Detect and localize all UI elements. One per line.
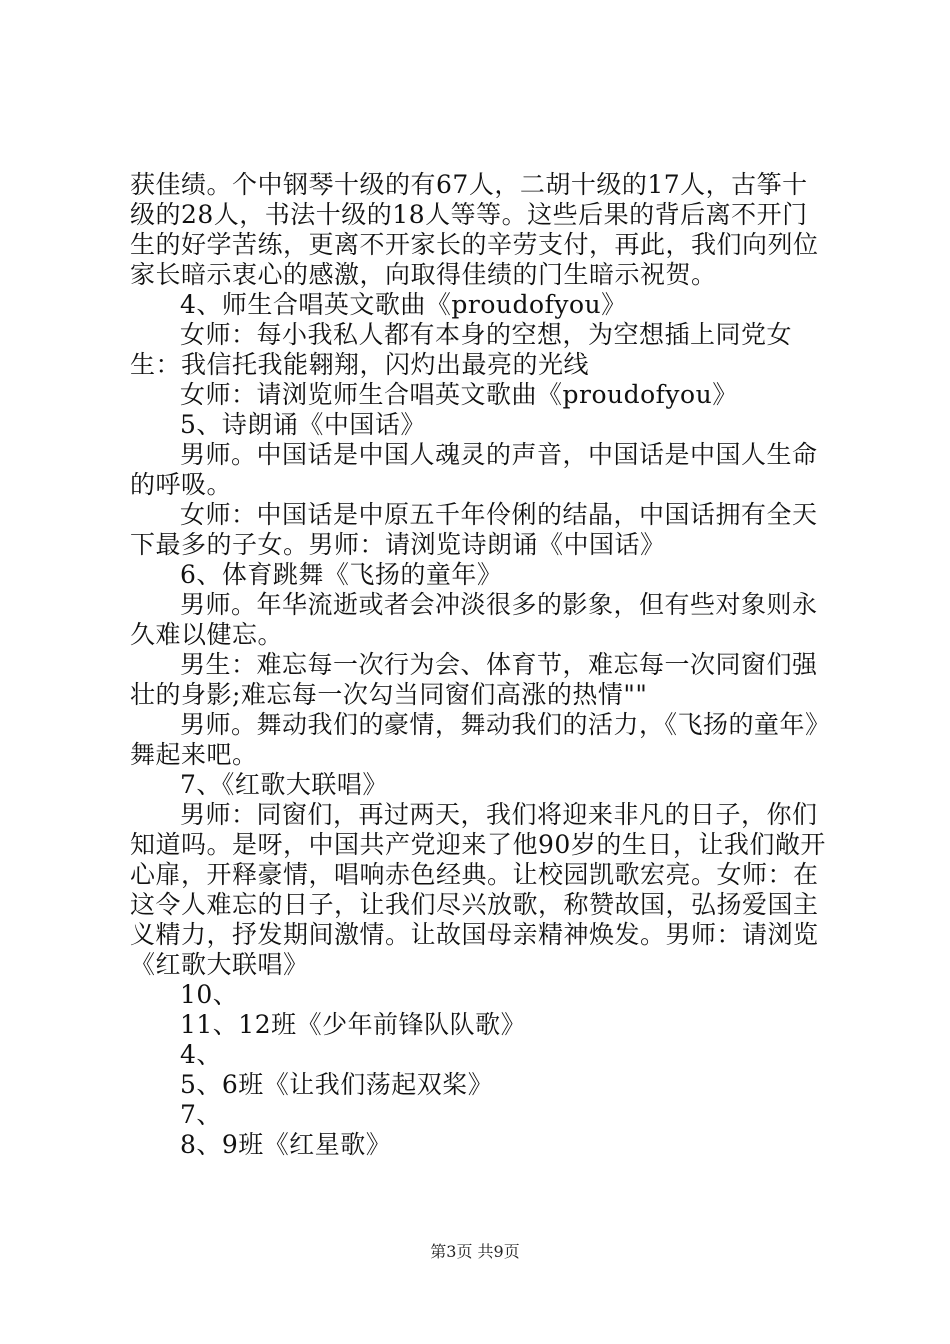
dialogue-line: 男师。中国话是中国人魂灵的声音，中国话是中国人生命的呼吸。 [130, 440, 818, 499]
dialogue-line: 男师：同窗们，再过两天，我们将迎来非凡的日子，你们知道吗。是呀，中国共产党迎来了他90岁的生日，让我们敞开心扉，开释豪情，唱响赤色经典。让校园凯歌宏亮。女师：在这令人难忘的日子，让我们尽兴放歌，称赞故国，弘扬爱国主义精力，抒发期间激情。让故国母亲精神焕发。男师：请浏览《红歌大联唱》 [130, 800, 826, 979]
paragraph-continuation: 获佳绩。个中钢琴十级的有67人，二胡十级的17人，古筝十级的28人，书法十级的18人等等。这些后果的背后离不开门生的好学苦练，更离不开家长的辛劳支付，再此，我们向列位家长暗示衷心的感激，向取得佳绩的门生暗示祝贺。 [130, 170, 819, 289]
page-number-footer: 第3页 共9页 [430, 1242, 520, 1261]
program-item-heading: 4、师生合唱英文歌曲《proudofyou》 [180, 290, 627, 319]
program-item-heading: 5、诗朗诵《中国话》 [180, 410, 426, 439]
list-item: 7、 [180, 1100, 222, 1129]
dialogue-line: 男师。舞动我们的豪情，舞动我们的活力，《飞扬的童年》舞起来吧。 [130, 710, 819, 769]
dialogue-line: 男师。年华流逝或者会冲淡很多的影象，但有些对象则永久难以健忘。 [130, 590, 818, 649]
dialogue-line: 女师：每小我私人都有本身的空想，为空想插上同党女生：我信托我能翱翔，闪灼出最亮的光线 [130, 320, 793, 379]
document-body [130, 170, 830, 1160]
list-item: 4、 [180, 1040, 222, 1069]
dialogue-line: 女师：请浏览师生合唱英文歌曲《proudofyou》 [180, 380, 738, 409]
dialogue-line: 男生：难忘每一次行为会、体育节，难忘每一次同窗们强壮的身影;难忘每一次勾当同窗们高涨的热情"" [130, 650, 818, 709]
list-item: 5、6班《让我们荡起双桨》 [180, 1070, 494, 1099]
list-item: 8、9班《红星歌》 [180, 1130, 392, 1159]
program-item-heading: 7、《红歌大联唱》 [180, 770, 388, 799]
dialogue-line: 女师：中国话是中原五千年伶俐的结晶，中国话拥有全天下最多的子女。男师：请浏览诗朗诵《中国话》 [130, 500, 818, 559]
program-item-heading: 6、体育跳舞《飞扬的童年》 [180, 560, 503, 589]
list-item: 11、12班《少年前锋队队歌》 [180, 1010, 527, 1039]
list-item: 10、 [180, 980, 239, 1009]
